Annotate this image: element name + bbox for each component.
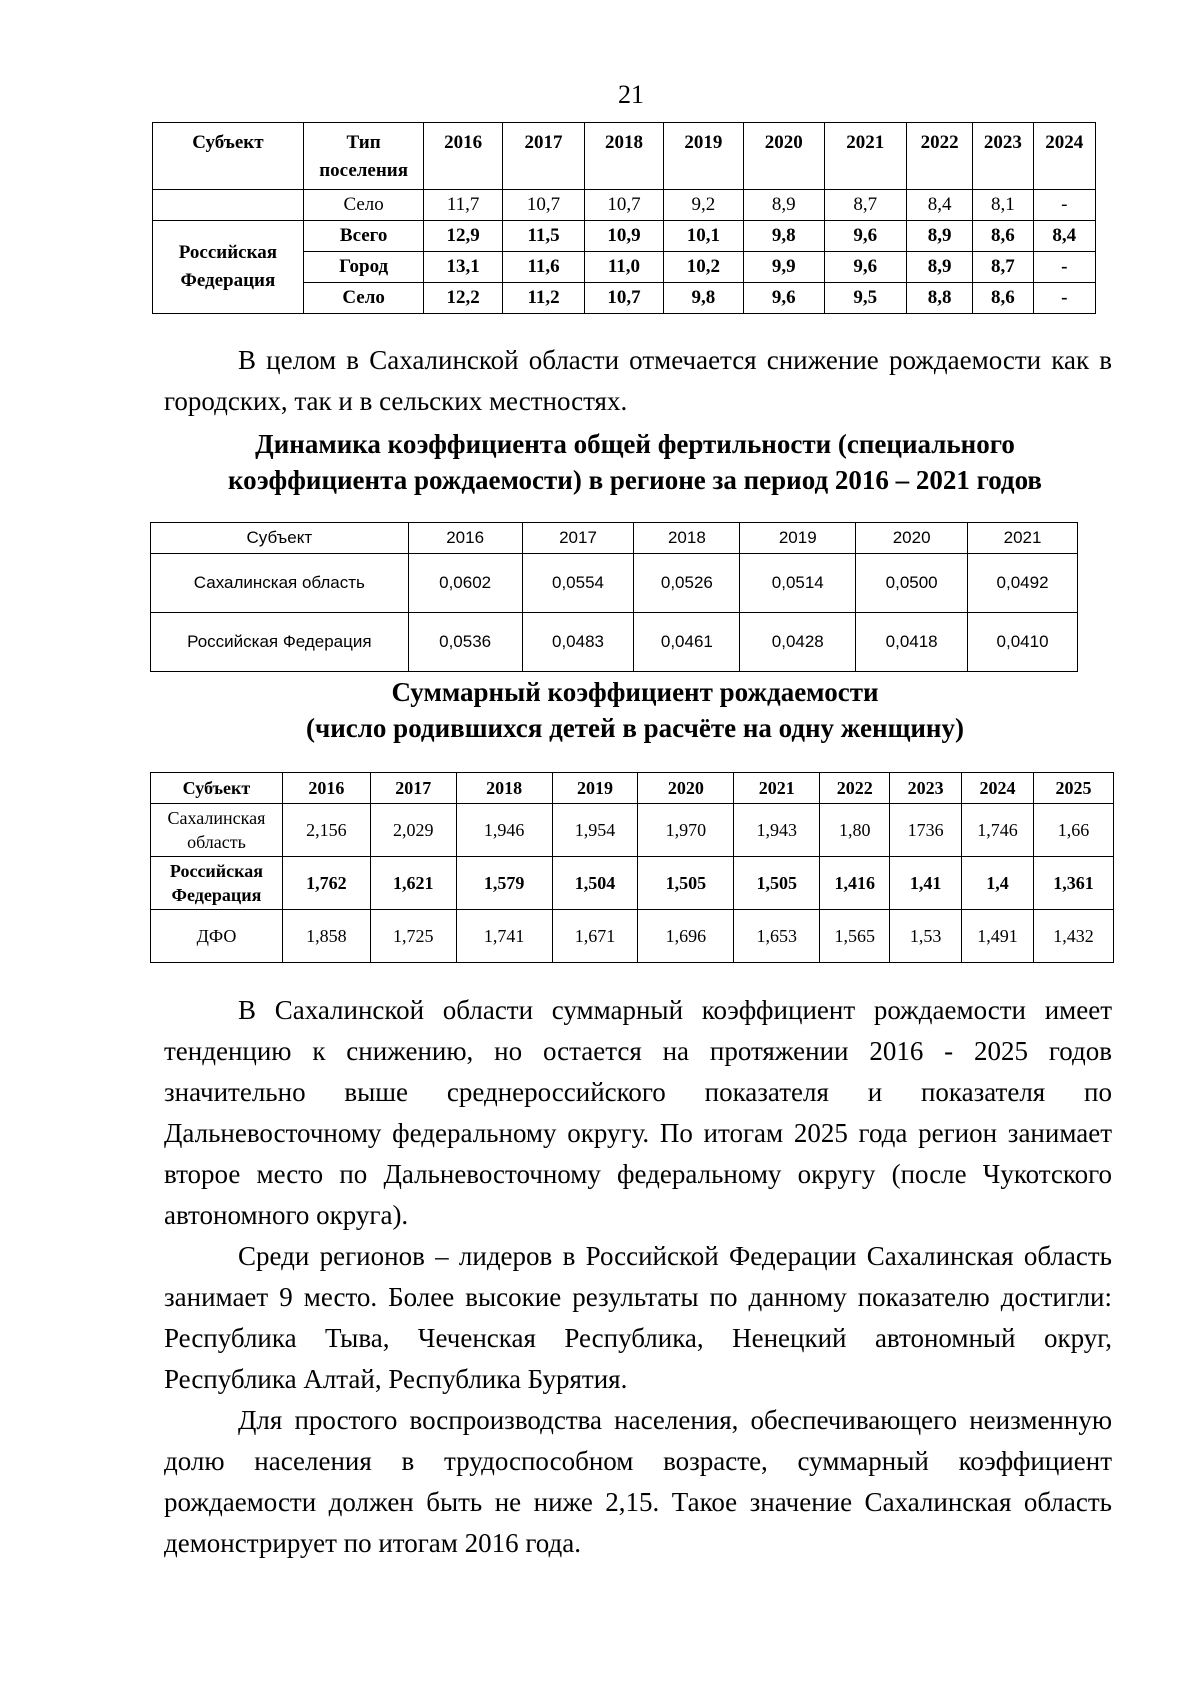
table-row	[151, 857, 1114, 910]
paragraph-text: Для простого воспроизводства населения, обеспечивающего неизменную долю населения в трудоспособном возрасте, суммарный коэффициент рождаемости должен быть не ниже 2,15. Такое значение Сахалинская область демонстрирует по итогам 2016 года.	[164, 1405, 1112, 1558]
value-cell: 11,0	[585, 252, 663, 283]
value-cell: 1,741	[456, 910, 552, 963]
value-cell: 9,6	[824, 221, 906, 252]
header-cell: Субъект	[153, 123, 304, 190]
value-cell: 1,505	[734, 857, 820, 910]
header-cell: 2024	[962, 773, 1034, 804]
header-cell: 2020	[856, 523, 968, 554]
value-cell: 2,029	[370, 804, 456, 857]
header-cell: 2020	[744, 123, 824, 190]
header-cell: 2025	[1034, 773, 1114, 804]
paragraph	[164, 340, 1112, 422]
paragraph	[164, 990, 1112, 1236]
header-cell: 2023	[973, 123, 1033, 190]
value-cell: 1,491	[962, 910, 1034, 963]
value-cell: 10,7	[585, 190, 663, 221]
table-row	[151, 910, 1114, 963]
value-cell: 1,504	[552, 857, 638, 910]
value-cell: 0,0526	[634, 554, 740, 613]
fertility-table	[150, 522, 1078, 672]
subject-cell: Сахалинская область	[151, 554, 409, 613]
value-cell: 10,2	[663, 252, 743, 283]
value-cell: 0,0500	[856, 554, 968, 613]
value-cell: 8,9	[906, 252, 972, 283]
value-cell: 9,5	[824, 283, 906, 314]
heading-line: Суммарный коэффициент рождаемости	[391, 677, 879, 707]
value-cell: 10,1	[663, 221, 743, 252]
value-cell: 9,8	[744, 221, 824, 252]
page-number: 21	[618, 80, 644, 109]
paragraph	[164, 1236, 1112, 1400]
header-cell: Субъект	[151, 773, 283, 804]
value-cell: 0,0602	[408, 554, 522, 613]
table-row	[151, 554, 1078, 613]
value-cell: 10,9	[585, 221, 663, 252]
value-cell: 13,1	[424, 252, 502, 283]
value-cell: 1,80	[820, 804, 890, 857]
value-cell: 1,725	[370, 910, 456, 963]
subject-cell: ДФО	[151, 910, 283, 963]
value-cell: 8,9	[906, 221, 972, 252]
header-cell: 2022	[906, 123, 972, 190]
header-cell: 2017	[502, 123, 584, 190]
value-cell: 8,6	[973, 221, 1033, 252]
paragraph-text: Среди регионов – лидеров в Российской Федерации Сахалинская область занимает 9 место. Более высокие результаты по данному показателю достигли: Республика Тыва, Чеченская Республика, Ненецкий автономный округ, Республика Алтай, Республика Бурятия.	[164, 1241, 1112, 1394]
value-cell: 1,66	[1034, 804, 1114, 857]
header-cell: Тип поселения	[303, 123, 424, 190]
value-cell: 8,4	[906, 190, 972, 221]
header-cell: 2017	[522, 523, 634, 554]
table-header-row	[151, 773, 1114, 804]
value-cell: 0,0418	[856, 613, 968, 672]
value-cell: 10,7	[502, 190, 584, 221]
value-cell: 1,696	[638, 910, 734, 963]
header-cell: 2016	[282, 773, 370, 804]
header-cell: 2018	[456, 773, 552, 804]
value-cell: 1,858	[282, 910, 370, 963]
value-cell: 1,621	[370, 857, 456, 910]
value-cell: 1,41	[890, 857, 962, 910]
value-cell: 1,946	[456, 804, 552, 857]
header-cell: 2021	[824, 123, 906, 190]
value-cell: 11,5	[502, 221, 584, 252]
paragraph-text: В целом в Сахалинской области отмечается снижение рождаемости как в городских, так и в сельских местностях.	[164, 345, 1112, 416]
subject-cell: Российская Федерация	[151, 857, 283, 910]
value-cell: 1,762	[282, 857, 370, 910]
birth-rate-table	[152, 122, 1096, 314]
header-cell: 2019	[663, 123, 743, 190]
subject-cell: Российская Федерация	[151, 613, 409, 672]
header-cell: 2016	[424, 123, 502, 190]
value-cell: -	[1033, 252, 1095, 283]
header-cell: 2016	[408, 523, 522, 554]
value-cell: 12,9	[424, 221, 502, 252]
value-cell: 9,9	[744, 252, 824, 283]
section-heading	[150, 674, 1120, 746]
paragraph	[164, 1400, 1112, 1564]
value-cell: -	[1033, 283, 1095, 314]
value-cell: 0,0536	[408, 613, 522, 672]
settlement-type-cell: Всего	[303, 221, 424, 252]
header-cell: Субъект	[151, 523, 409, 554]
value-cell: 9,6	[824, 252, 906, 283]
value-cell: 8,4	[1033, 221, 1095, 252]
subject-cell: Сахалинская область	[151, 804, 283, 857]
value-cell: 0,0483	[522, 613, 634, 672]
value-cell: 1,505	[638, 857, 734, 910]
header-cell: 2017	[370, 773, 456, 804]
paragraph-text: В Сахалинской области суммарный коэффициент рождаемости имеет тенденцию к снижению, но остается на протяжении 2016 - 2025 годов значительно выше среднероссийского показателя и показателя по Дальневосточному федеральному округу. По итогам 2025 года регион занимает второе место по Дальневосточному федеральному округу (после Чукотского автономного округа).	[164, 995, 1112, 1230]
header-cell: 2020	[638, 773, 734, 804]
header-cell: 2021	[968, 523, 1078, 554]
table-row	[153, 190, 1096, 221]
settlement-type-cell: Город	[303, 252, 424, 283]
value-cell: 0,0514	[740, 554, 856, 613]
settlement-type-cell: Село	[303, 283, 424, 314]
heading-line: Динамика коэффициента общей фертильности (специального	[255, 429, 1015, 459]
value-cell: 1,671	[552, 910, 638, 963]
value-cell: 8,1	[973, 190, 1033, 221]
section-heading	[150, 426, 1120, 498]
value-cell: 1,970	[638, 804, 734, 857]
value-cell: 1,432	[1034, 910, 1114, 963]
value-cell: 1,565	[820, 910, 890, 963]
header-cell: 2019	[552, 773, 638, 804]
heading-line: (число родившихся детей в расчёте на одну женщину)	[306, 713, 964, 743]
table-row	[153, 221, 1096, 252]
header-cell: 2018	[585, 123, 663, 190]
value-cell: 8,7	[824, 190, 906, 221]
table-row	[151, 804, 1114, 857]
value-cell: 1,579	[456, 857, 552, 910]
value-cell: 1,954	[552, 804, 638, 857]
table-header-row	[151, 523, 1078, 554]
value-cell: 11,7	[424, 190, 502, 221]
table-header-row	[153, 123, 1096, 190]
value-cell: 8,7	[973, 252, 1033, 283]
heading-line: коэффициента рождаемости) в регионе за период 2016 – 2021 годов	[227, 465, 1042, 495]
value-cell: 0,0410	[968, 613, 1078, 672]
header-cell: 2021	[734, 773, 820, 804]
value-cell: 9,2	[663, 190, 743, 221]
value-cell: 0,0492	[968, 554, 1078, 613]
value-cell: 0,0554	[522, 554, 634, 613]
value-cell: 9,6	[744, 283, 824, 314]
value-cell: 1,653	[734, 910, 820, 963]
value-cell: 0,0461	[634, 613, 740, 672]
value-cell: 1,943	[734, 804, 820, 857]
header-cell: 2019	[740, 523, 856, 554]
value-cell: 1,53	[890, 910, 962, 963]
subject-cell: Российская Федерация	[153, 221, 304, 314]
header-cell: 2022	[820, 773, 890, 804]
header-cell: 2018	[634, 523, 740, 554]
header-cell: 2024	[1033, 123, 1095, 190]
value-cell: 2,156	[282, 804, 370, 857]
value-cell: 10,7	[585, 283, 663, 314]
value-cell: 1,361	[1034, 857, 1114, 910]
value-cell: 1736	[890, 804, 962, 857]
value-cell: 11,6	[502, 252, 584, 283]
total-fertility-table	[150, 772, 1114, 963]
value-cell: 1,4	[962, 857, 1034, 910]
settlement-type-cell: Село	[303, 190, 424, 221]
header-cell: 2023	[890, 773, 962, 804]
subject-cell	[153, 190, 304, 221]
value-cell: 8,6	[973, 283, 1033, 314]
value-cell: 0,0428	[740, 613, 856, 672]
value-cell: 8,9	[744, 190, 824, 221]
value-cell: 9,8	[663, 283, 743, 314]
value-cell: -	[1033, 190, 1095, 221]
value-cell: 1,746	[962, 804, 1034, 857]
value-cell: 1,416	[820, 857, 890, 910]
value-cell: 11,2	[502, 283, 584, 314]
value-cell: 8,8	[906, 283, 972, 314]
value-cell: 12,2	[424, 283, 502, 314]
table-row	[151, 613, 1078, 672]
